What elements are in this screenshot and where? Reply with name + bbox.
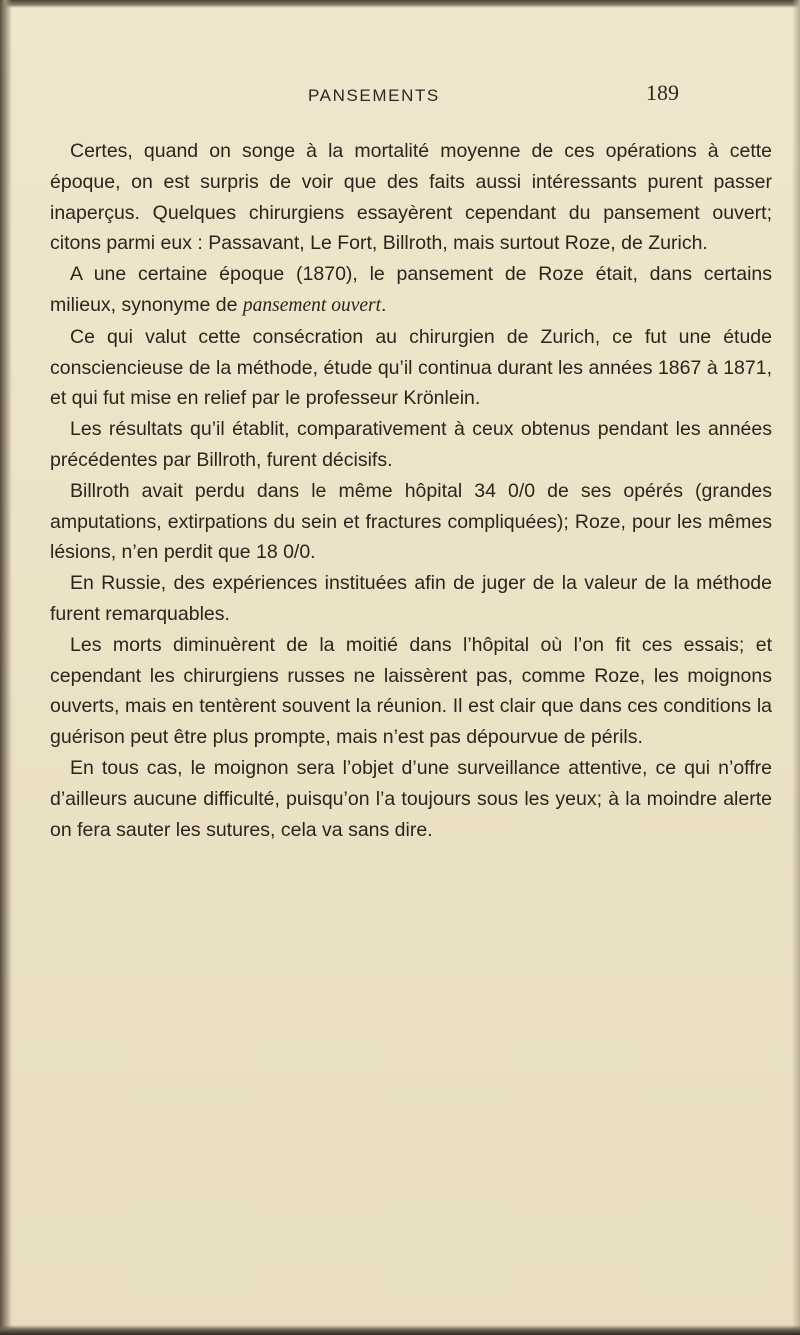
page-number: 189 bbox=[646, 80, 679, 105]
paragraph-text: A une certaine époque (1870), le pansement de Roze était, dans certains milieux, synonyme de bbox=[50, 263, 772, 316]
paragraph: Les résultats qu’il établit, comparativement à ceux obtenus pendant les années précédentes par Billroth, furent décisifs. bbox=[50, 418, 772, 471]
paragraph bbox=[50, 259, 772, 322]
page-binding-edge bbox=[0, 0, 12, 1335]
page-bottom-edge bbox=[0, 1325, 800, 1335]
page-top-edge bbox=[0, 0, 800, 8]
body-text bbox=[50, 136, 772, 845]
paragraph: Certes, quand on songe à la mortalité moyenne de ces opérations à cette époque, on est surpris de voir que des faits aussi intéressants purent passer inaperçus. Quelques chirurgiens essayèrent cependant du pansement ouvert; citons parmi eux : Passavant, Le Fort, Billroth, mais surtout Roze, de Zurich. bbox=[50, 140, 772, 255]
paragraph: En Russie, des expériences instituées afin de juger de la valeur de la méthode furent remarquables. bbox=[50, 572, 772, 625]
page-right-edge bbox=[792, 0, 800, 1335]
running-head bbox=[0, 80, 800, 110]
paragraph-text: . bbox=[381, 293, 387, 316]
paragraph: Ce qui valut cette consécration au chirurgien de Zurich, ce fut une étude consciencieuse de la méthode, étude qu’il continua durant les années 1867 à 1871, et qui fut mise en relief par le professeur Krönlein. bbox=[50, 325, 772, 410]
italic-term: pansement ouvert bbox=[242, 294, 382, 316]
paragraph: Billroth avait perdu dans le même hôpital 34 0/0 de ses opérés (grandes amputations, extirpations du sein et fractures compliquées); Roze, pour les mêmes lésions, n’en perdit que 18 0/0. bbox=[50, 479, 772, 564]
running-title: PANSEMENTS bbox=[308, 86, 440, 105]
paragraph: En tous cas, le moignon sera l’objet d’une surveillance attentive, ce qui n’offre d’ailleurs aucune difficulté, puisqu’on l’a toujours sous les yeux; à la moindre alerte on fera sauter les sutures, cela va sans dire. bbox=[50, 756, 772, 841]
paragraph: Les morts diminuèrent de la moitié dans l’hôpital où l’on fit ces essais; et cependant les chirurgiens russes ne laissèrent pas, comme Roze, les moignons ouverts, mais en tentèrent souvent la réunion. Il est clair que dans ces conditions la guérison peut être plus prompte, mais n’est pas dépourvue de périls. bbox=[50, 633, 772, 749]
